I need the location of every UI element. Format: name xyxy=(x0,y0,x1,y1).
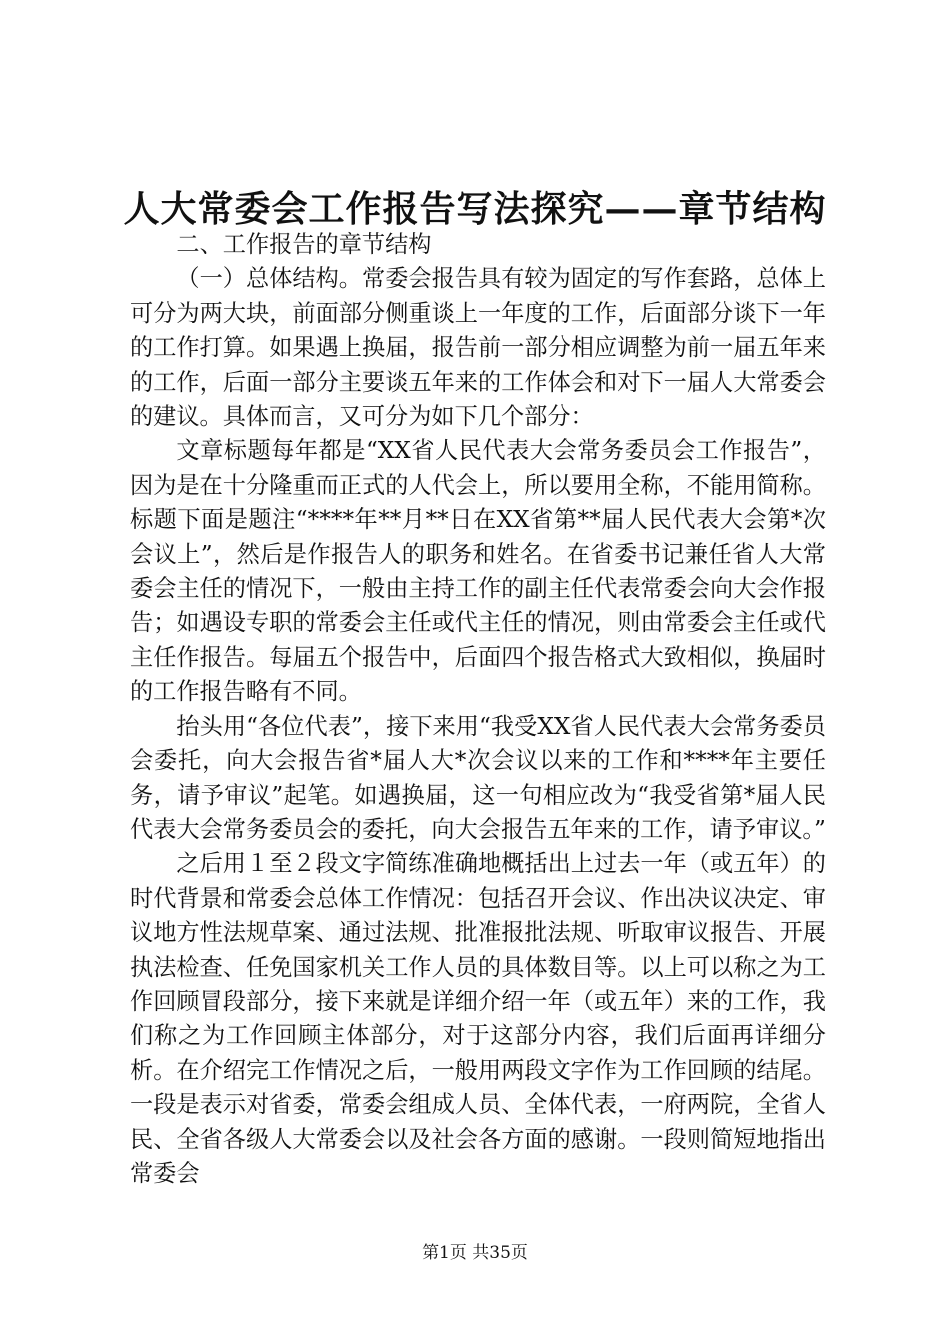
body-paragraph: （一）总体结构。常委会报告具有较为固定的写作套路，总体上可分为两大块，前面部分侧重谈上一年度的工作，后面部分谈下一年的工作打算。如果遇上换届，报告前一部分相应调整为前一届五年来的工作，后面一部分主要谈五年来的工作体会和对下一届人大常委会的建议。具体而言，又可分为如下几个部分： xyxy=(130,265,826,431)
document-title: 人大常委会工作报告写法探究——章节结构 xyxy=(123,188,827,230)
body-paragraph: 之后用１至２段文字简练准确地概括出上过去一年（或五年）的时代背景和常委会总体工作情况：包括召开会议、作出决议决定、审议地方性法规草案、通过法规、批准报批法规、听取审议报告、开展执法检查、任免国家机关工作人员的具体数目等。以上可以称之为工作回顾冒段部分，接下来就是详细介绍一年（或五年）来的工作，我们称之为工作回顾主体部分，对于这部分内容，我们后面再详细分析。在介绍完工作情况之后，一般用两段文字作为工作回顾的结尾。一段是表示对省委，常委会组成人员、全体代表，一府两院，全省人民、全省各级人大常委会以及社会各方面的感谢。一段则简短地指出常委会 xyxy=(130,850,826,1187)
document-body xyxy=(130,228,826,1191)
body-paragraph: 抬头用“各位代表”，接下来用“我受XX省人民代表大会常务委员会委托，向大会报告省*届人大*次会议以来的工作和****年主要任务，请予审议”起笔。如遇换届，这一句相应改为“我受省第*届人民代表大会常务委员会的委托，向大会报告五年来的工作，请予审议。” xyxy=(130,712,826,843)
page-footer: 第1页 共35页 xyxy=(422,1243,528,1263)
section-heading: 二、工作报告的章节结构 xyxy=(176,231,432,258)
body-paragraph: 文章标题每年都是“XX省人民代表大会常务委员会工作报告”，因为是在十分隆重而正式的人代会上，所以要用全称，不能用简称。标题下面是题注“****年**月**日在XX省第**届人民代表大会第*次会议上”，然后是作报告人的职务和姓名。在省委书记兼任省人大常委会主任的情况下，一般由主持工作的副主任代表常委会向大会作报告；如遇设专职的常委会主任或代主任的情况，则由常委会主任或代主任作报告。每届五个报告中，后面四个报告格式大致相似，换届时的工作报告略有不同。 xyxy=(130,437,826,706)
